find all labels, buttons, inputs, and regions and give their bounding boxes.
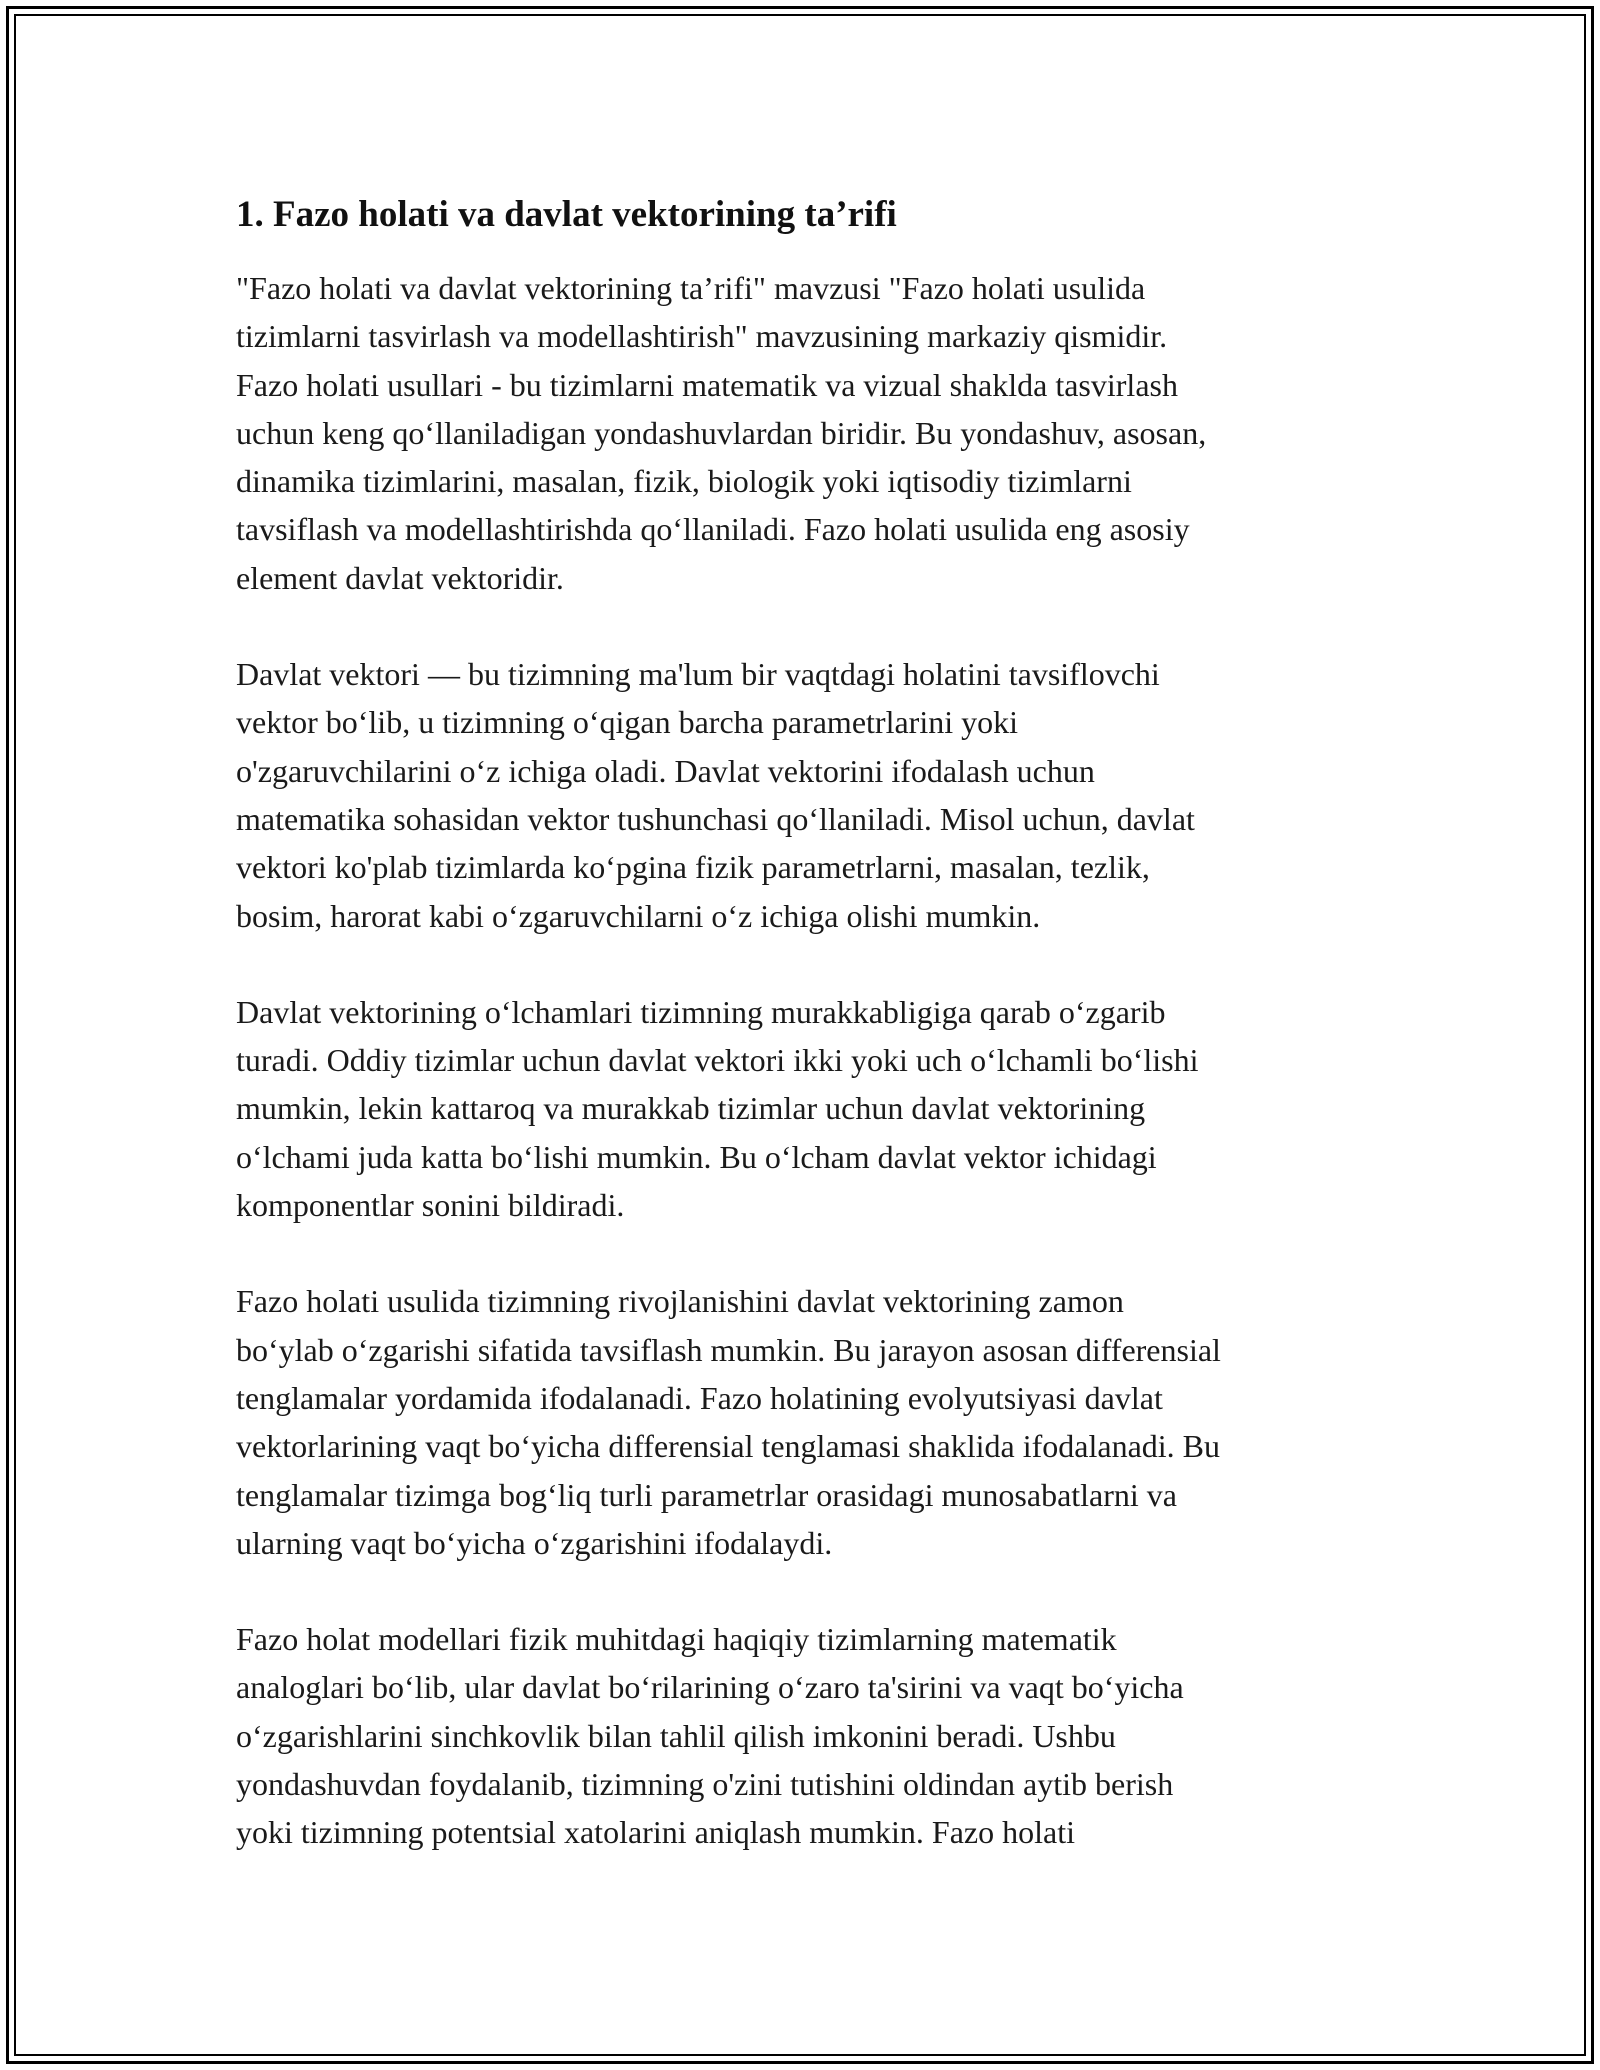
paragraph-1: "Fazo holati va davlat vektorining ta’rifi" mavzusi "Fazo holati usulida tizimlarni tasvirlash va modellashtirish" mavzusining markaziy qismidir. Fazo holati usullari - bu tizimlarni matematik va vizual shaklda tasvirlash uchun keng qo‘llaniladigan yondashuvlardan biridir. Bu yondashuv, asosan, dinamika tizimlarini, masalan, fizik, biologik yoki iqtisodiy tizimlarni tavsiflash va modellashtirishda qo‘llaniladi. Fazo holati usulida eng asosiy element davlat vektoridir. — [236, 270, 1207, 596]
paragraph-5: Fazo holat modellari fizik muhitdagi haqiqiy tizimlarning matematik analoglari bo‘lib, ular davlat bo‘rilarining o‘zaro ta'sirini va vaqt bo‘yicha o‘zgarishlarini sinchkovlik bilan tahlil qilish imkonini beradi. Ushbu yondashuvdan foydalanib, tizimning o'zini tutishini oldindan aytib berish yoki tizimning potentsial xatolarini aniqlash mumkin. Fazo holati — [236, 1621, 1184, 1851]
document-body — [236, 186, 1376, 1857]
paragraph-4: Fazo holati usulida tizimning rivojlanishini davlat vektorining zamon bo‘ylab o‘zgarishi sifatida tavsiflash mumkin. Bu jarayon asosan differensial tenglamalar yordamida ifodalanadi. Fazo holatining evolyutsiyasi davlat vektorlarining vaqt bo‘yicha differensial tenglamasi shaklida ifodalanadi. Bu tenglamalar tizimga bog‘liq turli parametrlar orasidagi munosabatlarni va ularning vaqt bo‘yicha o‘zgarishini ifodalaydi. — [236, 1283, 1221, 1561]
section-heading: 1. Fazo holati va davlat vektorining ta’rifi — [236, 194, 897, 235]
paragraph-3: Davlat vektorining o‘lchamlari tizimning murakkabligiga qarab o‘zgarib turadi. Oddiy tizimlar uchun davlat vektori ikki yoki uch o‘lchamli bo‘lishi mumkin, lekin kattaroq va murakkab tizimlar uchun davlat vektorining o‘lchami juda katta bo‘lishi mumkin. Bu o‘lcham davlat vektor ichidagi komponentlar sonini bildiradi. — [236, 993, 1199, 1224]
paragraph-2: Davlat vektori — bu tizimning ma'lum bir vaqtdagi holatini tavsiflovchi vektor bo‘lib, u tizimning o‘qigan barcha parametrlarini yoki o'zgaruvchilarini o‘z ichiga oladi. Davlat vektorini ifodalash uchun matematika sohasidan vektor tushunchasi qo‘llaniladi. Misol uchun, davlat vektori ko'plab tizimlarda ko‘pgina fizik parametrlarni, masalan, tezlik, bosim, harorat kabi o‘zgaruvchilarni o‘z ichiga olishi mumkin. — [236, 656, 1195, 934]
